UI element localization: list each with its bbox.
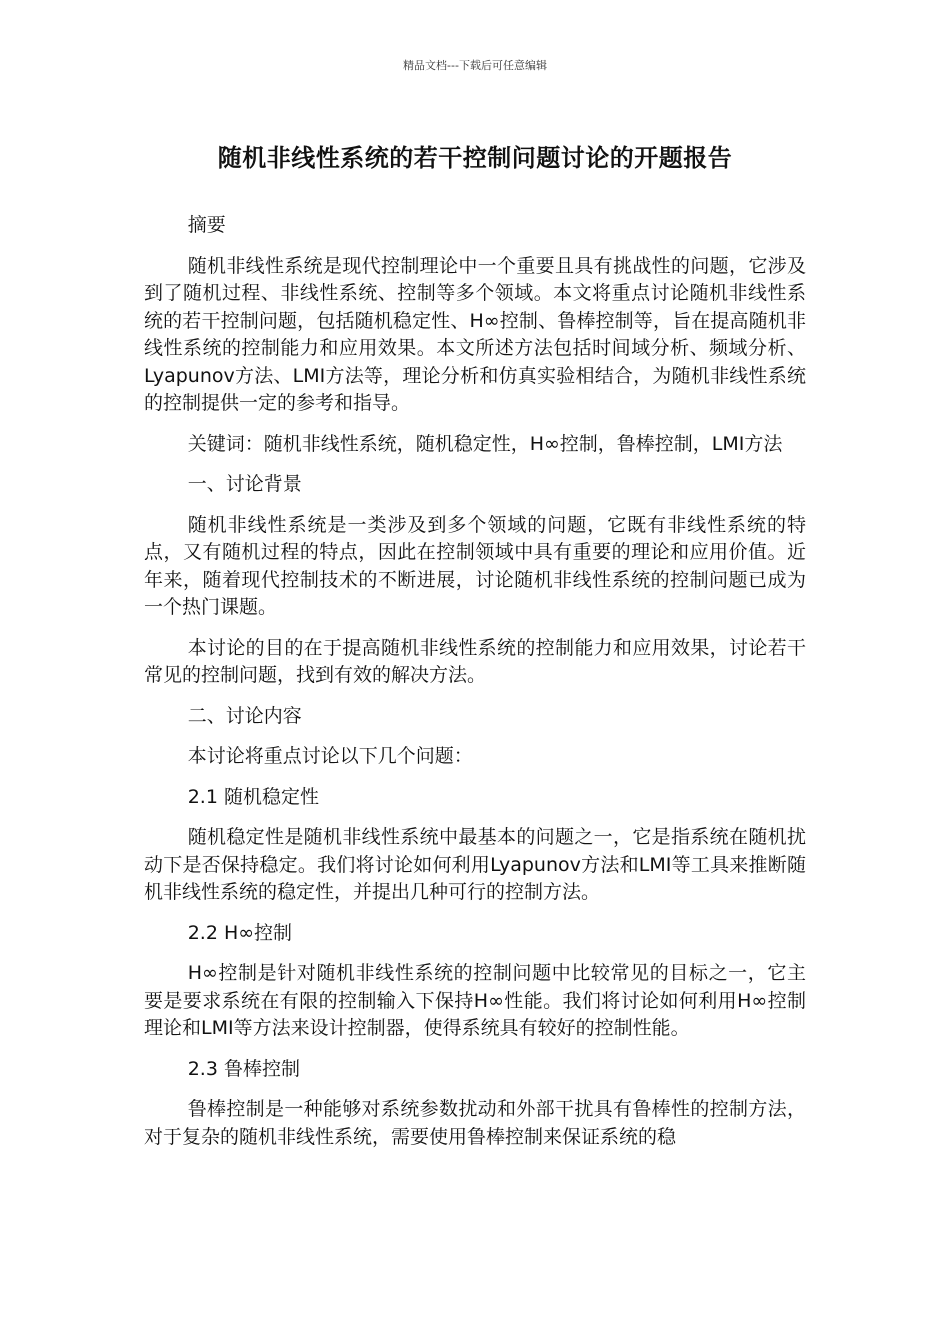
section2-intro: 本讨论将重点讨论以下几个问题： xyxy=(187,745,473,767)
subsection-2-3-paragraph: 鲁棒控制是一种能够对系统参数扰动和外部干扰具有鲁棒性的控制方法，对于复杂的随机非线性系统，需要使用鲁棒控制来保证系统的稳 xyxy=(144,1098,806,1148)
subsection-2-2-heading: 2.2 H∞控制 xyxy=(187,921,293,944)
section2-heading: 二、讨论内容 xyxy=(187,704,302,727)
subsection-2-3-heading: 2.3 鲁棒控制 xyxy=(187,1057,300,1080)
section1-heading: 一、讨论背景 xyxy=(187,473,302,495)
abstract-heading: 摘要 xyxy=(187,214,226,236)
section1-paragraph-2: 本讨论的目的在于提高随机非线性系统的控制能力和应用效果，讨论若干常见的控制问题，找到有效的解决方法。 xyxy=(144,636,806,686)
subsection-2-1-paragraph: 随机稳定性是随机非线性系统中最基本的问题之一，它是指系统在随机扰动下是否保持稳定。我们将讨论如何利用Lyapunov方法和LMI等工具来推断随机非线性系统的稳定性，并提出几种可行的控制方法。 xyxy=(144,826,806,903)
section1-paragraph-1: 随机非线性系统是一类涉及到多个领域的问题，它既有非线性系统的特点，又有随机过程的特点，因此在控制领域中具有重要的理论和应用价值。近年来，随着现代控制技术的不断进展，讨论随机非线性系统的控制问题已成为一个热门课题。 xyxy=(144,513,806,618)
document-title: 随机非线性系统的若干控制问题讨论的开题报告 xyxy=(217,144,733,172)
header-watermark: 精品文档---下载后可任意编辑 xyxy=(403,59,547,72)
keywords-paragraph: 关键词：随机非线性系统，随机稳定性，H∞控制，鲁棒控制，LMI方法 xyxy=(187,432,783,455)
subsection-2-2-paragraph: H∞控制是针对随机非线性系统的控制问题中比较常见的目标之一，它主要是要求系统在有限的控制输入下保持H∞性能。我们将讨论如何利用H∞控制理论和LMI等方法来设计控制器，使得系统具有较好的控制性能。 xyxy=(144,962,806,1039)
document-body xyxy=(144,212,806,1164)
abstract-paragraph: 随机非线性系统是现代控制理论中一个重要且具有挑战性的问题，它涉及到了随机过程、非线性系统、控制等多个领域。本文将重点讨论随机非线性系统的若干控制问题，包括随机稳定性、H∞控制、鲁棒控制等，旨在提高随机非线性系统的控制能力和应用效果。本文所述方法包括时间域分析、频域分析、Lyapunov方法、LMI方法等，理论分析和仿真实验相结合，为随机非线性系统的控制提供一定的参考和指导。 xyxy=(144,254,806,414)
subsection-2-1-heading: 2.1 随机稳定性 xyxy=(187,785,319,808)
